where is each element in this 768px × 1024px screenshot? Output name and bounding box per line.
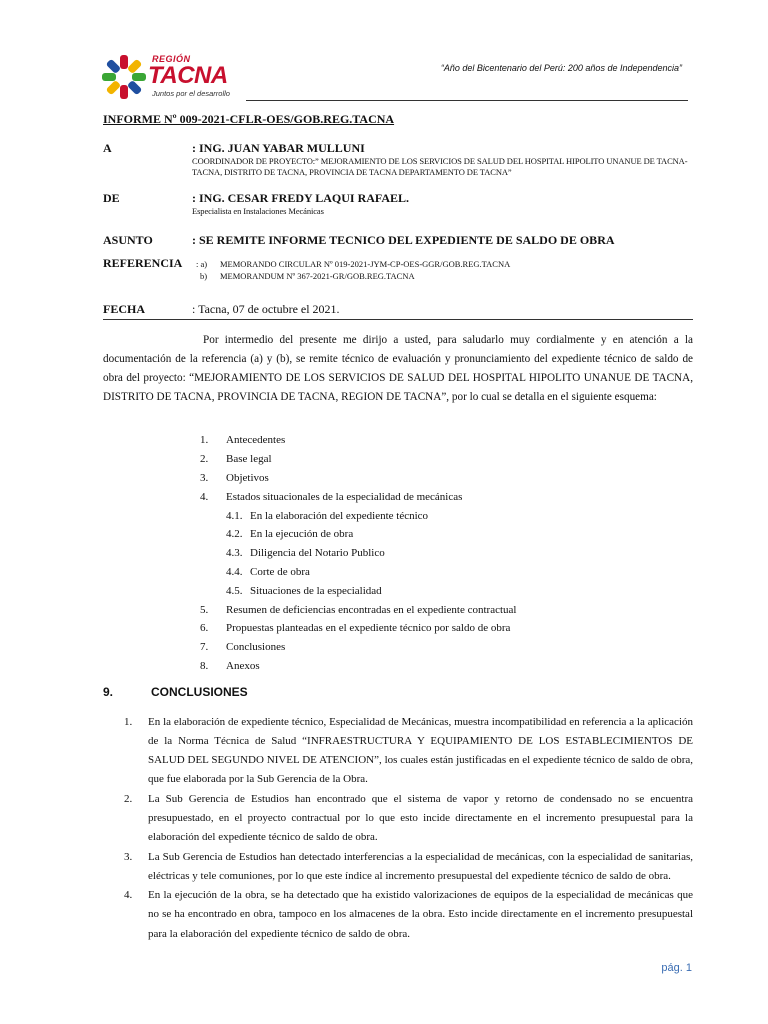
reference-item: b) MEMORANDUM Nº 367-2021-GR/GOB.REG.TACNA	[200, 271, 415, 281]
reference-item: : a) MEMORANDO CIRCULAR Nº 019-2021-JYM-CP-OES-GGR/GOB.REG.TACNA	[196, 259, 511, 269]
region-tacna-logo	[100, 52, 250, 102]
field-from-label: DE	[103, 191, 120, 205]
list-subitem: 4.2. En la ejecución de obra	[226, 528, 354, 541]
field-subject	[103, 233, 693, 248]
conclusion-item: 1. En la elaboración de expediente técnico, Especialidad de Mecánicas, muestra incompatibilidad en referencia a la aplicación de la Norma Técnica de Salud “INFRAESTRUCTURA Y EQUIPAMIENTO DE LOS ESTABLECIMIENTOS DE SALUD DEL SEGUNDO NIVEL DE ATENCION”, los cuales están justificadas en el expediente técnico de saldo de obra, que fue elaborada por la Sub Gerencia de la Obra.	[124, 716, 693, 786]
field-to-label: A	[103, 141, 112, 155]
field-to	[103, 141, 693, 178]
list-item: 2. Base legal	[200, 453, 272, 466]
list-item: 7. Conclusiones	[200, 641, 286, 654]
field-date	[103, 302, 693, 317]
year-motto: “Año del Bicentenario del Perú: 200 años de Independencia”	[440, 63, 682, 73]
page-header	[0, 0, 768, 105]
conclusion-item: 4. En la ejecución de la obra, se ha detectado que ha existido valorizaciones de equipos de la especialidad de mecánicas que no se ha encontrado en obra, tampoco en los almacenes de la obra. Esto incide directamente en el incremento presupuestal para la elaboración del expediente técnico de saldo de obra.	[124, 889, 693, 940]
list-item: 4. Estados situacionales de la especialidad de mecánicas	[200, 490, 463, 503]
list-item: 8. Anexos	[200, 659, 260, 672]
field-date-label: FECHA	[103, 302, 145, 316]
header-divider	[246, 100, 688, 101]
list-item: 5. Resumen de deficiencias encontradas en el expediente contractual	[200, 603, 517, 616]
logo-region-text: REGIÓN	[152, 54, 191, 64]
field-reference-label: REFERENCIA	[103, 256, 183, 270]
field-from	[103, 191, 693, 217]
list-subitem: 4.5. Situaciones de la especialidad	[226, 584, 382, 597]
conclusion-item: 2. La Sub Gerencia de Estudios han encontrado que el sistema de vapor y retorno de condensado no se encuentra presupuestado, en el proyecto contractual por lo que esto incide directamente en el incremento presupuestal para la elaboración del expediente técnico de saldo de obra.	[124, 792, 693, 844]
field-reference	[103, 256, 693, 282]
conclusion-item: 3. La Sub Gerencia de Estudios han detectado interferencias a la especialidad de mecánicas, con la especialidad de sanitarias, eléctricas y tele comuniones, por lo que este índice al incremento presupuestal del expediente técnico de saldo de obra.	[124, 850, 693, 882]
document-title: INFORME Nº 009-2021-CFLR-OES/GOB.REG.TACNA	[103, 112, 395, 126]
list-item: 6. Propuestas planteadas en el expediente técnico por saldo de obra	[200, 622, 511, 635]
date-divider	[103, 319, 693, 320]
field-from-role: Especialista en Instalaciones Mecánicas	[192, 206, 324, 216]
field-from-name: : ING. CESAR FREDY LAQUI RAFAEL.	[192, 191, 410, 205]
list-item: 1. Antecedentes	[200, 434, 286, 447]
field-subject-label: ASUNTO	[103, 233, 153, 247]
intro-paragraph: Por intermedio del presente me dirijo a usted, para saludarlo muy cordialmente y en atención a la documentación de la referencia (a) y (b), se remite técnico de evaluación y pronunciamiento del expediente técnico de saldo de obra del proyecto: “MEJORAMIENTO DE LOS SERVICIOS DE SALUD DEL HOSPITAL HIPOLITO UNANUE DE TACNA, DISTRITO DE TACNA, PROVINCIA DE TACNA, REGION DE TACNA”, por lo cual se detalla en el siguiente esquema:	[103, 334, 693, 403]
memo-header-block	[103, 112, 693, 317]
field-to-name: : ING. JUAN YABAR MULLUNI	[192, 141, 365, 155]
outline-list	[200, 431, 580, 675]
list-item: 3. Objetivos	[200, 471, 269, 484]
logo-tagline: Juntos por el desarrollo	[152, 89, 230, 98]
list-subitem: 4.3. Diligencia del Notario Publico	[226, 547, 385, 560]
list-subitem: 4.4. Corte de obra	[226, 565, 310, 578]
field-to-role: COORDINADOR DE PROYECTO:” MEJORAMIENTO DE LOS SERVICIOS DE SALUD DEL HOSPITAL HIPOLITO UNANUE DE TACNA-TACNA, DISTRITO DE TACNA, PROVINCIA DE TACNA DEPARTAMENTO DE TACNA”	[192, 156, 688, 177]
field-date-value: : Tacna, 07 de octubre el 2021.	[192, 302, 340, 316]
tacna-emblem-icon	[100, 52, 148, 102]
list-subitem: 4.1. En la elaboración del expediente técnico	[226, 509, 429, 522]
logo-name-text: TACNA	[148, 62, 228, 89]
conclusions-list	[124, 713, 693, 944]
page-number: pág. 1	[661, 962, 692, 974]
field-subject-value: : SE REMITE INFORME TECNICO DEL EXPEDIENTE DE SALDO DE OBRA	[192, 233, 615, 247]
section-heading-conclusions: 9. CONCLUSIONES	[103, 685, 248, 699]
